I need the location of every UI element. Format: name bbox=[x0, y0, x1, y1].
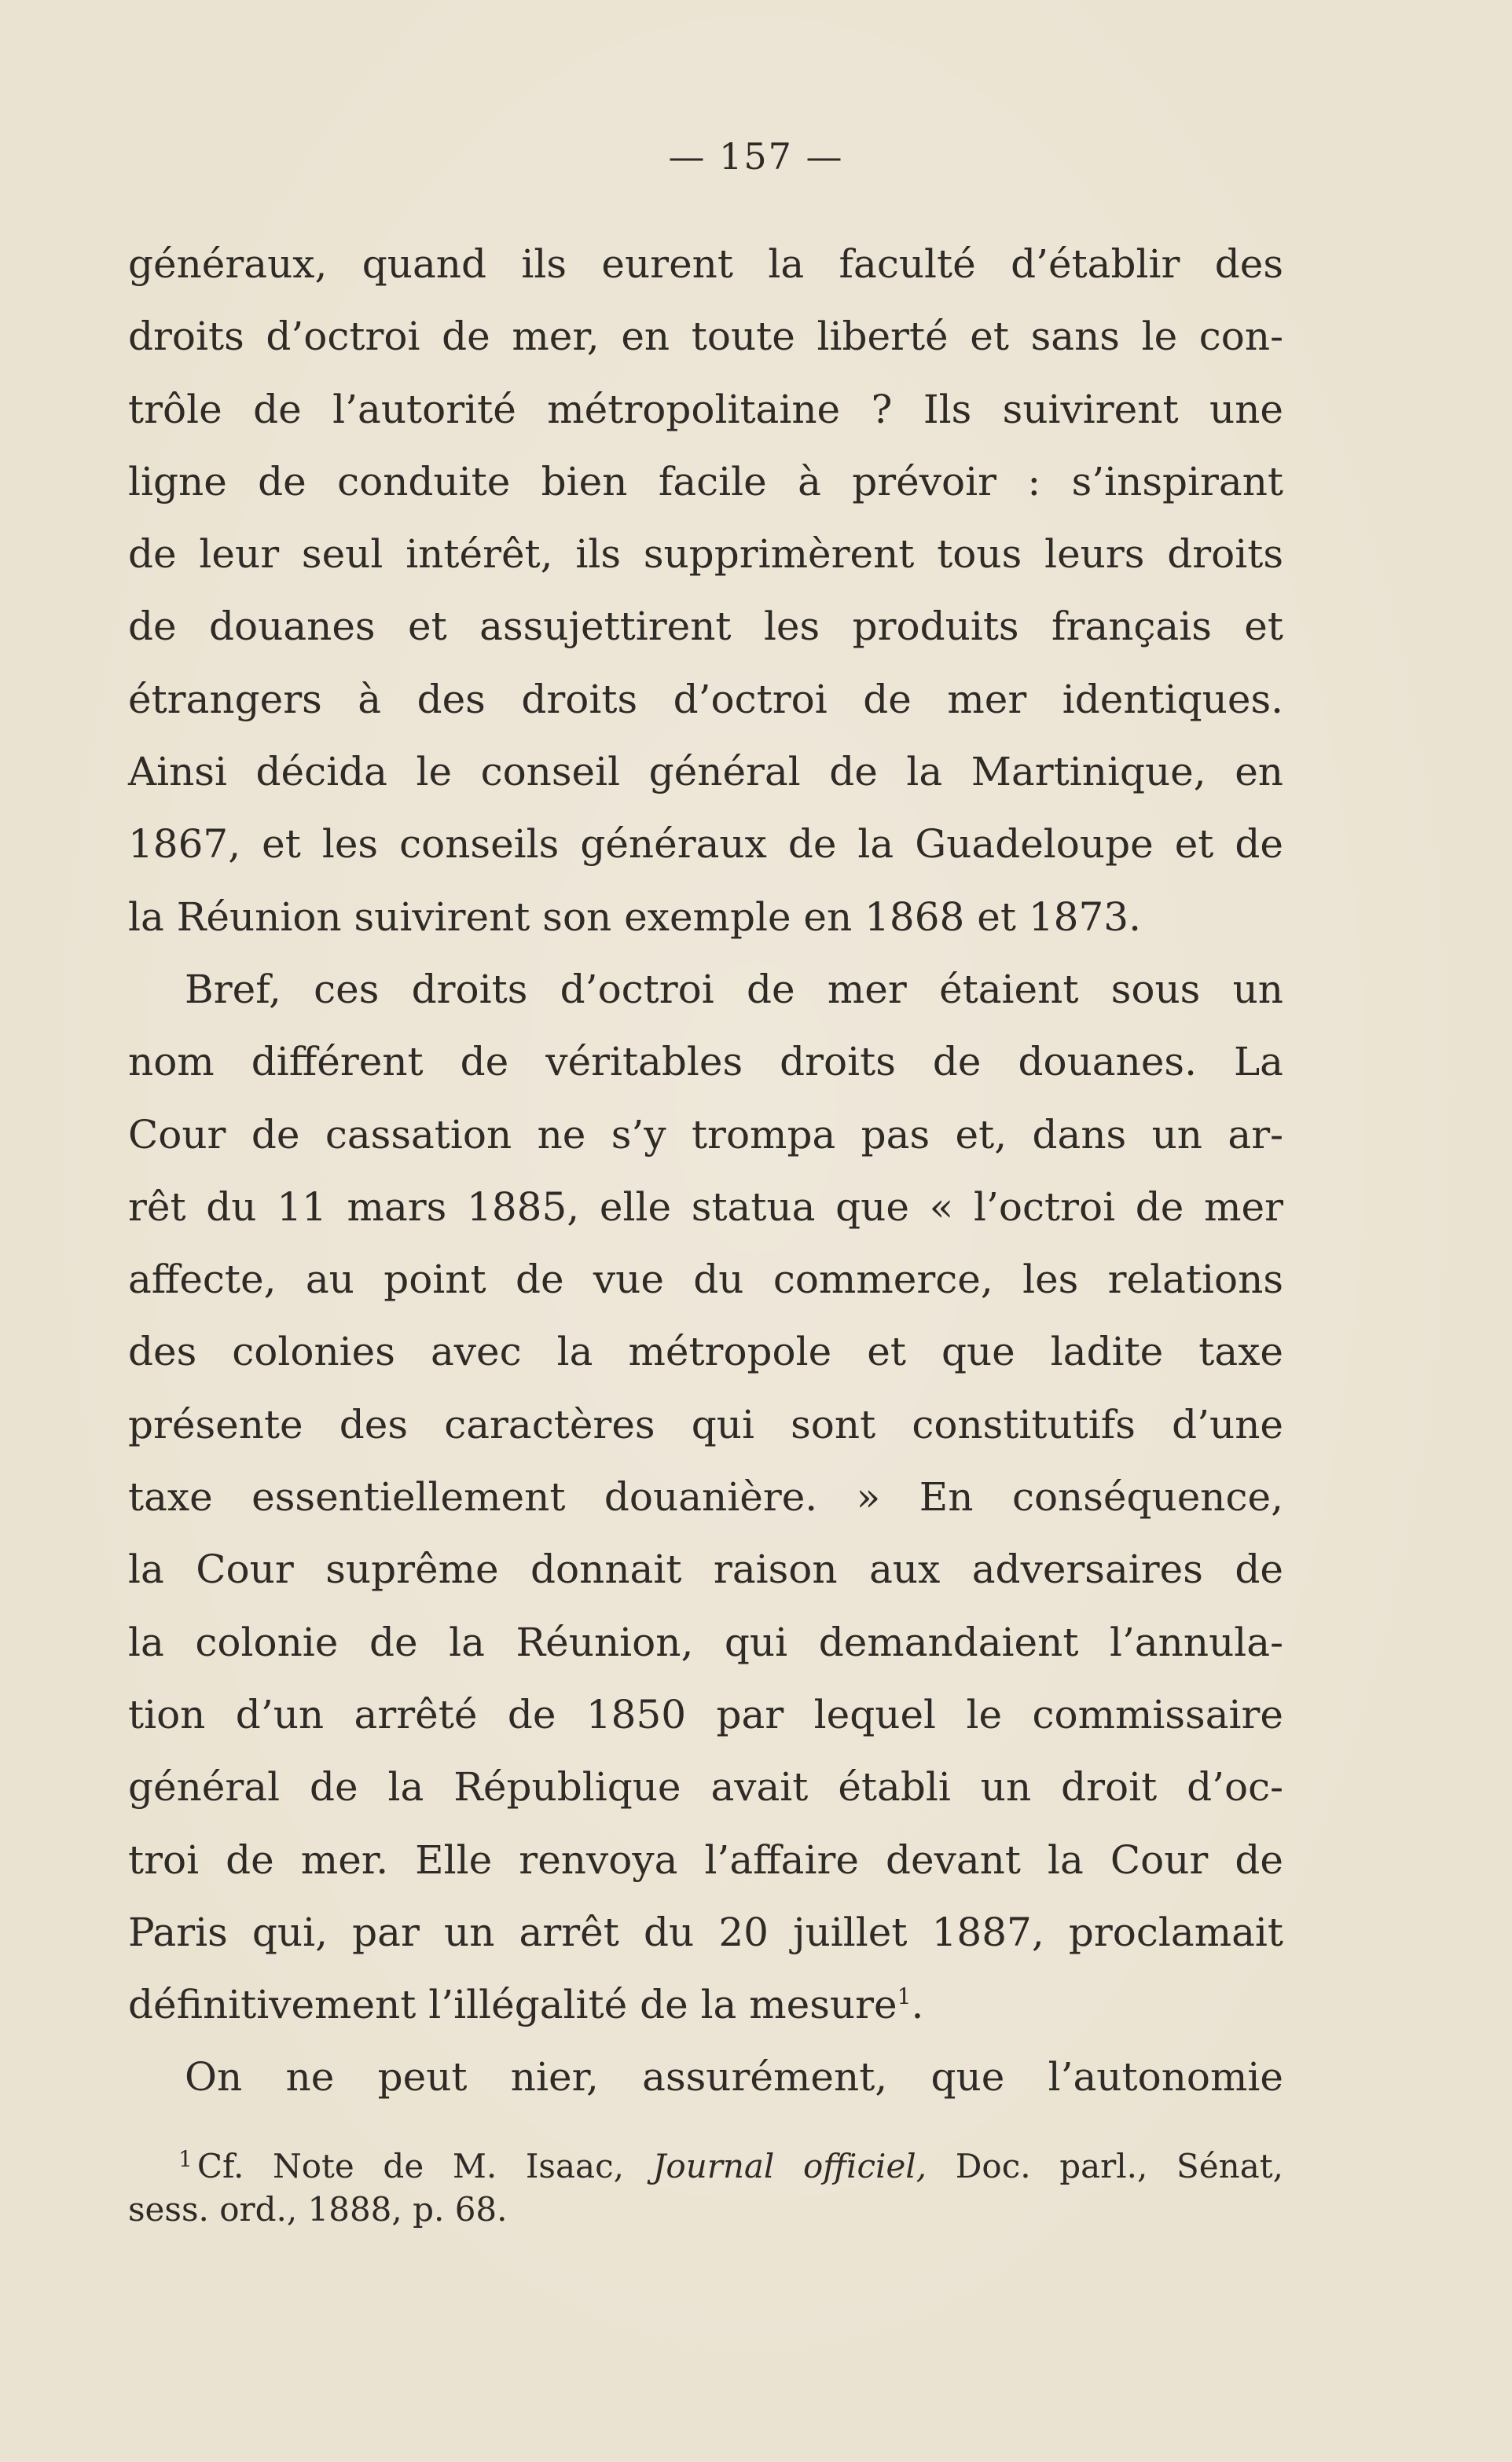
text-line: la colonie de la Réunion, qui demandaient l’annula- bbox=[128, 1619, 1283, 1665]
footnote-line bbox=[128, 2134, 1283, 2185]
text-line: présente des caractères qui sont constitutifs d’une bbox=[128, 1401, 1283, 1447]
text-line bbox=[128, 1968, 1283, 2041]
text-line: la Réunion suivirent son exemple en 1868 et 1873. bbox=[128, 893, 1141, 940]
text-line: On ne peut nier, assurément, que l’autonomie bbox=[185, 2054, 1283, 2101]
text-line: Ainsi décida le conseil général de la Martinique, en bbox=[128, 749, 1283, 795]
text-line: des colonies avec la métropole et que ladite taxe bbox=[128, 1329, 1283, 1375]
text-line: Bref, ces droits d’octroi de mer étaient sous un bbox=[185, 966, 1283, 1012]
text-line: nom différent de véritables droits de douanes. La bbox=[128, 1039, 1283, 1085]
text-line: généraux, quand ils eurent la faculté d’établir des bbox=[128, 241, 1283, 287]
footnote-prefix: Cf. Note de M. Isaac, bbox=[196, 2147, 624, 2185]
text-line: ligne de conduite bien facile à prévoir : s’inspirant bbox=[128, 458, 1283, 505]
text-line-content: définitivement l’illégalité de la mesure bbox=[128, 1982, 897, 2028]
footnote-marker: 1 bbox=[178, 2146, 193, 2172]
page-number: — 157 — bbox=[668, 135, 844, 178]
text-line: de leur seul intérêt, ils supprimèrent tous leurs droits bbox=[128, 531, 1283, 578]
text-line: rêt du 11 mars 1885, elle statua que « l’octroi de mer bbox=[128, 1183, 1283, 1230]
text-line: troi de mer. Elle renvoya l’affaire devant la Cour de bbox=[128, 1836, 1283, 1883]
text-line: Paris qui, par un arrêt du 20 juillet 1887, proclamait bbox=[128, 1909, 1283, 1955]
text-line: la Cour suprême donnait raison aux adversaires de bbox=[128, 1547, 1283, 1593]
body-text bbox=[128, 228, 1283, 2114]
footnote-reference[interactable]: 1 bbox=[897, 1983, 912, 2010]
footnote-suffix: Doc. parl., Sénat, bbox=[955, 2147, 1283, 2185]
text-line: 1867, et les conseils généraux de la Guadeloupe et de bbox=[128, 821, 1283, 868]
text-line: affecte, au point de vue du commerce, les relations bbox=[128, 1257, 1283, 1303]
footnote-journal-title: Journal officiel, bbox=[652, 2147, 927, 2185]
text-line: trôle de l’autorité métropolitaine ? Ils suivirent une bbox=[128, 386, 1283, 432]
text-line-end: . bbox=[911, 1982, 924, 2028]
footnote-line: sess. ord., 1888, p. 68. bbox=[128, 2190, 508, 2229]
text-line: de douanes et assujettirent les produits français et bbox=[128, 604, 1283, 650]
footnote bbox=[128, 2134, 1283, 2235]
text-line: tion d’un arrêté de 1850 par lequel le commissaire bbox=[128, 1691, 1283, 1737]
text-line: Cour de cassation ne s’y trompa pas et, dans un ar- bbox=[128, 1111, 1283, 1158]
text-line: étrangers à des droits d’octroi de mer identiques. bbox=[128, 676, 1283, 722]
text-line: droits d’octroi de mer, en toute liberté et sans le con- bbox=[128, 314, 1283, 360]
text-line: général de la République avait établi un droit d’oc- bbox=[128, 1764, 1283, 1811]
text-line: taxe essentiellement douanière. » En conséquence, bbox=[128, 1474, 1283, 1521]
